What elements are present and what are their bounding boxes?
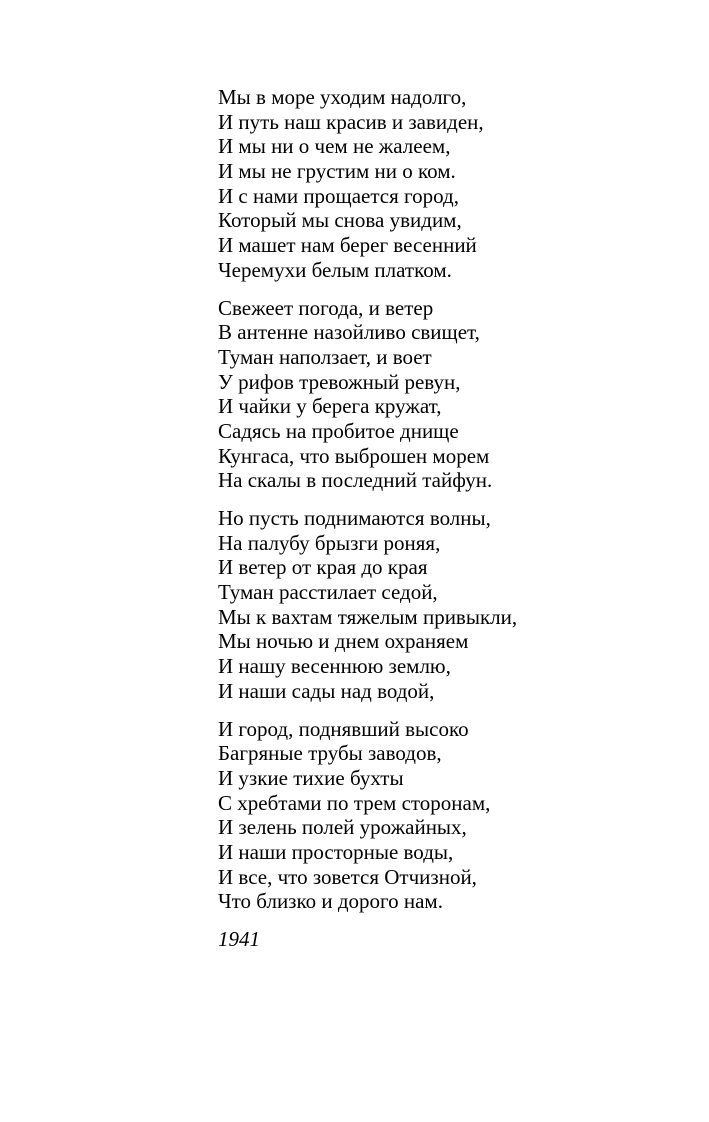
poem-line: Мы ночью и днем охраняем <box>218 629 469 654</box>
poem-line: В антенне назойливо свищет, <box>218 320 480 345</box>
poem-line: Багряные трубы заводов, <box>218 741 442 766</box>
poem-line: Что близко и дорого нам. <box>218 889 443 914</box>
poem-line: Кунгаса, что выброшен морем <box>218 443 490 468</box>
stanza-2 <box>218 296 517 494</box>
poem-line: И все, что зовется Отчизной, <box>218 864 477 889</box>
stanza-1 <box>218 85 517 283</box>
poem-line: И машет нам берег весенний <box>218 233 477 258</box>
poem-line: Мы в море уходим надолго, <box>218 85 467 109</box>
poem-line: И мы не грустим ни о ком. <box>218 159 456 184</box>
poem-line: И путь наш красив и завиден, <box>218 109 484 134</box>
poem-line: И узкие тихие бухты <box>218 765 404 790</box>
poem-year: 1941 <box>218 927 260 951</box>
poem-line: Который мы снова увидим, <box>218 208 462 233</box>
poem-line: Садясь на пробитое днище <box>218 418 459 443</box>
poem-line: Но пусть поднимаются волны, <box>218 506 491 530</box>
poem-line: И ветер от края до края <box>218 555 428 580</box>
poem-line: На палубу брызги роняя, <box>218 530 441 555</box>
poem-line: И нашу весеннюю землю, <box>218 654 451 679</box>
poem-line: Мы к вахтам тяжелым привыкли, <box>218 604 518 629</box>
poem-line: С хребтами по трем сторонам, <box>218 790 491 815</box>
poem-line: Свежеет погода, и ветер <box>218 295 434 320</box>
poem-line: Туман наползает, и воет <box>218 344 432 369</box>
poem <box>218 85 517 952</box>
stanza-4 <box>218 717 517 915</box>
poem-line: У рифов тревожный ревун, <box>218 369 461 394</box>
poem-line: На скалы в последний тайфун. <box>218 468 493 493</box>
poem-line: И мы ни о чем не жалеем, <box>218 134 451 159</box>
poem-line: Туман расстилает седой, <box>218 580 438 605</box>
poem-line: И наши просторные воды, <box>218 839 454 864</box>
poem-line: Черемухи белым платком. <box>218 257 452 282</box>
stanza-3 <box>218 506 517 704</box>
poem-line: И город, поднявший высоко <box>218 716 469 741</box>
poem-line: И с нами прощается город, <box>218 183 459 208</box>
poem-line: И наши сады над водой, <box>218 678 435 703</box>
poem-line: И зелень полей урожайных, <box>218 815 467 840</box>
poem-line: И чайки у берега кружат, <box>218 394 442 419</box>
